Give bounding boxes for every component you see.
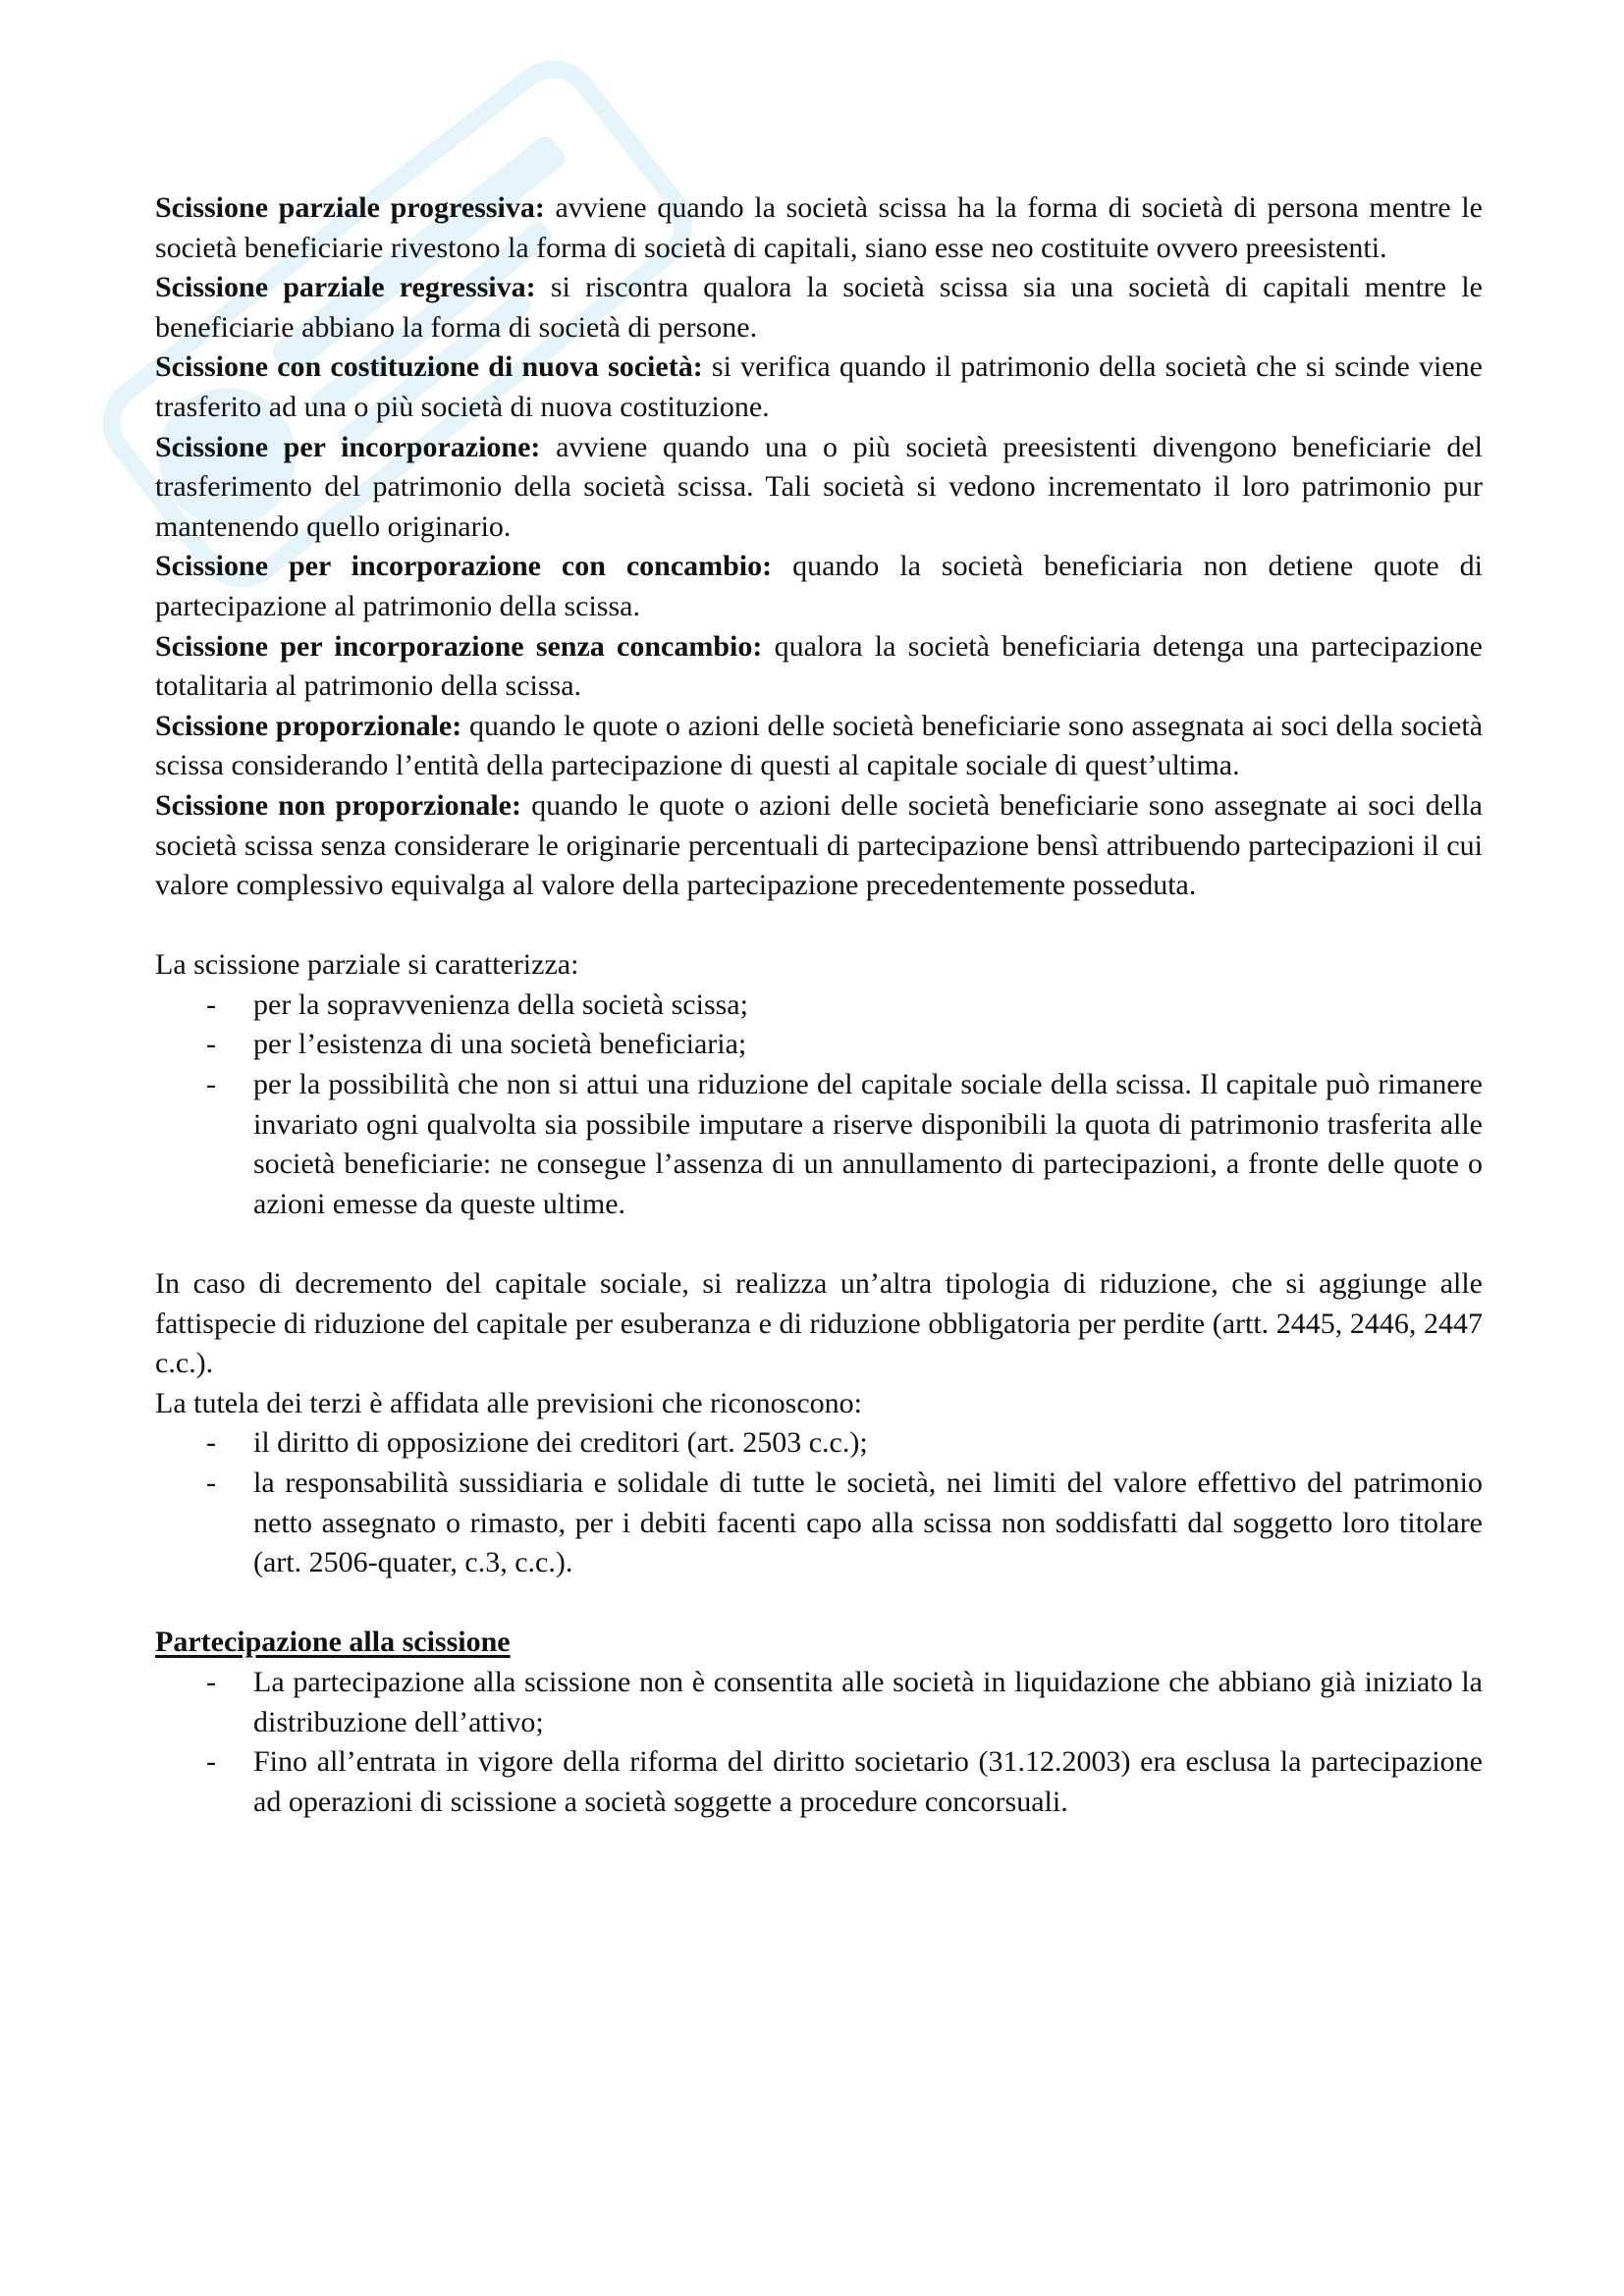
definition-term: Scissione con costituzione di nuova società: — [155, 350, 703, 384]
page-content — [155, 188, 1483, 1822]
decremento-paragraph: In caso di decremento del capitale sociale, si realizza un’altra tipologia di riduzione, che si aggiunge alle fattispecie di riduzione del capitale per esuberanza e di riduzione obbligatoria per perdite (artt. 2445, 2446, 2447 c.c.). — [155, 1267, 1483, 1380]
list-item-text: per la possibilità che non si attui una riduzione del capitale sociale della scissa. Il capitale può rimanere invariato ogni qualvolta sia possibile imputare a riserve disponibili la quota di patrimonio trasferita alle società beneficiarie: ne consegue l’assenza di un annullamento di partecipazioni, a fronte delle quote o azioni emesse da queste ultime. — [253, 1068, 1483, 1220]
list-item — [155, 1464, 1483, 1583]
partecipazione-list — [155, 1663, 1483, 1822]
definition-term: Scissione per incorporazione con concambio: — [155, 550, 773, 583]
parziale-list — [155, 986, 1483, 1225]
section-heading: Partecipazione alla scissione — [155, 1626, 511, 1659]
list-item — [155, 1423, 1483, 1464]
definition-text: quando le quote o azioni delle società beneficiarie sono assegnate ai soci della società scissa senza considerare le originarie percentuali di partecipazione bensì attribuendo partecipazioni il cui valore complessivo equivalga al valore della partecipazione precedentemente posseduta. — [155, 788, 1483, 902]
parziale-intro: La scissione parziale si caratterizza: — [155, 948, 579, 982]
dash-bullet: - — [206, 1028, 216, 1061]
dash-bullet: - — [206, 1467, 216, 1499]
definition-text: quando le quote o azioni delle società beneficiarie sono assegnata ai soci della società scissa considerando l’entità della partecipazione di questi al capitale sociale di quest’ultima. — [155, 709, 1484, 782]
list-item — [155, 986, 1483, 1026]
dash-bullet: - — [206, 1068, 216, 1101]
dash-bullet: - — [206, 1426, 216, 1460]
list-item-text: per l’esistenza di una società beneficiaria; — [253, 1028, 747, 1061]
spacer — [155, 906, 1483, 946]
tutela-list — [155, 1423, 1483, 1582]
definition-item — [155, 188, 1483, 268]
definition-term: Scissione per incorporazione senza concambio: — [155, 629, 763, 663]
definition-text: avviene quando la società scissa ha la forma di società di persona mentre le società beneficiarie rivestono la forma di società di capitali, siano esse neo costituite ovvero preesistenti. — [155, 191, 1483, 264]
definition-text: avviene quando una o più società preesistenti divengono beneficiarie del trasferimento del patrimonio della società scissa. Tali società si vedono incrementato il loro patrimonio pur mantenendo quello originario. — [155, 430, 1483, 543]
definition-item — [155, 268, 1483, 347]
list-item-text: Fino all’entrata in vigore della riforma del diritto societario (31.12.2003) era esclusa la partecipazione ad operazioni di scissione a società soggette a procedure concorsuali. — [253, 1745, 1483, 1818]
definition-item — [155, 627, 1483, 707]
definition-item — [155, 547, 1483, 626]
dash-bullet: - — [206, 1745, 216, 1779]
list-item — [155, 1742, 1483, 1822]
definition-term: Scissione parziale progressiva: — [155, 191, 545, 224]
list-item-text: La partecipazione alla scissione non è consentita alle società in liquidazione che abbiano già iniziato la distribuzione dell’attivo; — [253, 1665, 1483, 1738]
definition-text: si verifica quando il patrimonio della società che si scinde viene trasferito ad una o più società di nuova costituzione. — [155, 350, 1483, 423]
definitions-list — [155, 188, 1483, 906]
dash-bullet: - — [206, 988, 216, 1021]
definition-item — [155, 428, 1483, 548]
definition-item — [155, 786, 1483, 906]
definition-term: Scissione proporzionale: — [155, 709, 462, 742]
list-item-text: la responsabilità sussidiaria e solidale di tutte le società, nei limiti del valore effettivo del patrimonio netto assegnato o rimasto, per i debiti facenti capo alla scissa non soddisfatti dal soggetto loro titolare (art. 2506-quater, c.3, c.c.). — [253, 1467, 1483, 1579]
dash-bullet: - — [206, 1665, 216, 1698]
definition-text: quando la società beneficiaria non detiene quote di partecipazione al patrimonio della scissa. — [155, 550, 1483, 622]
definition-text: si riscontra qualora la società scissa sia una società di capitali mentre le beneficiarie abbiano la forma di società di persone. — [155, 271, 1483, 344]
list-item — [155, 1663, 1483, 1742]
spacer — [155, 1224, 1483, 1264]
list-item — [155, 1065, 1483, 1224]
list-item-text: per la sopravvenienza della società scissa; — [253, 988, 748, 1021]
definition-term: Scissione per incorporazione: — [155, 430, 541, 463]
spacer — [155, 1583, 1483, 1624]
definition-text: qualora la società beneficiaria detenga una partecipazione totalitaria al patrimonio della scissa. — [155, 629, 1483, 703]
list-item — [155, 1025, 1483, 1065]
list-item-text: il diritto di opposizione dei creditori (art. 2503 c.c.); — [253, 1426, 868, 1460]
tutela-intro: La tutela dei terzi è affidata alle previsioni che riconoscono: — [155, 1386, 862, 1419]
definition-term: Scissione non proporzionale: — [155, 788, 521, 822]
definition-term: Scissione parziale regressiva: — [155, 271, 536, 304]
definition-item — [155, 347, 1483, 427]
definition-item — [155, 707, 1483, 786]
